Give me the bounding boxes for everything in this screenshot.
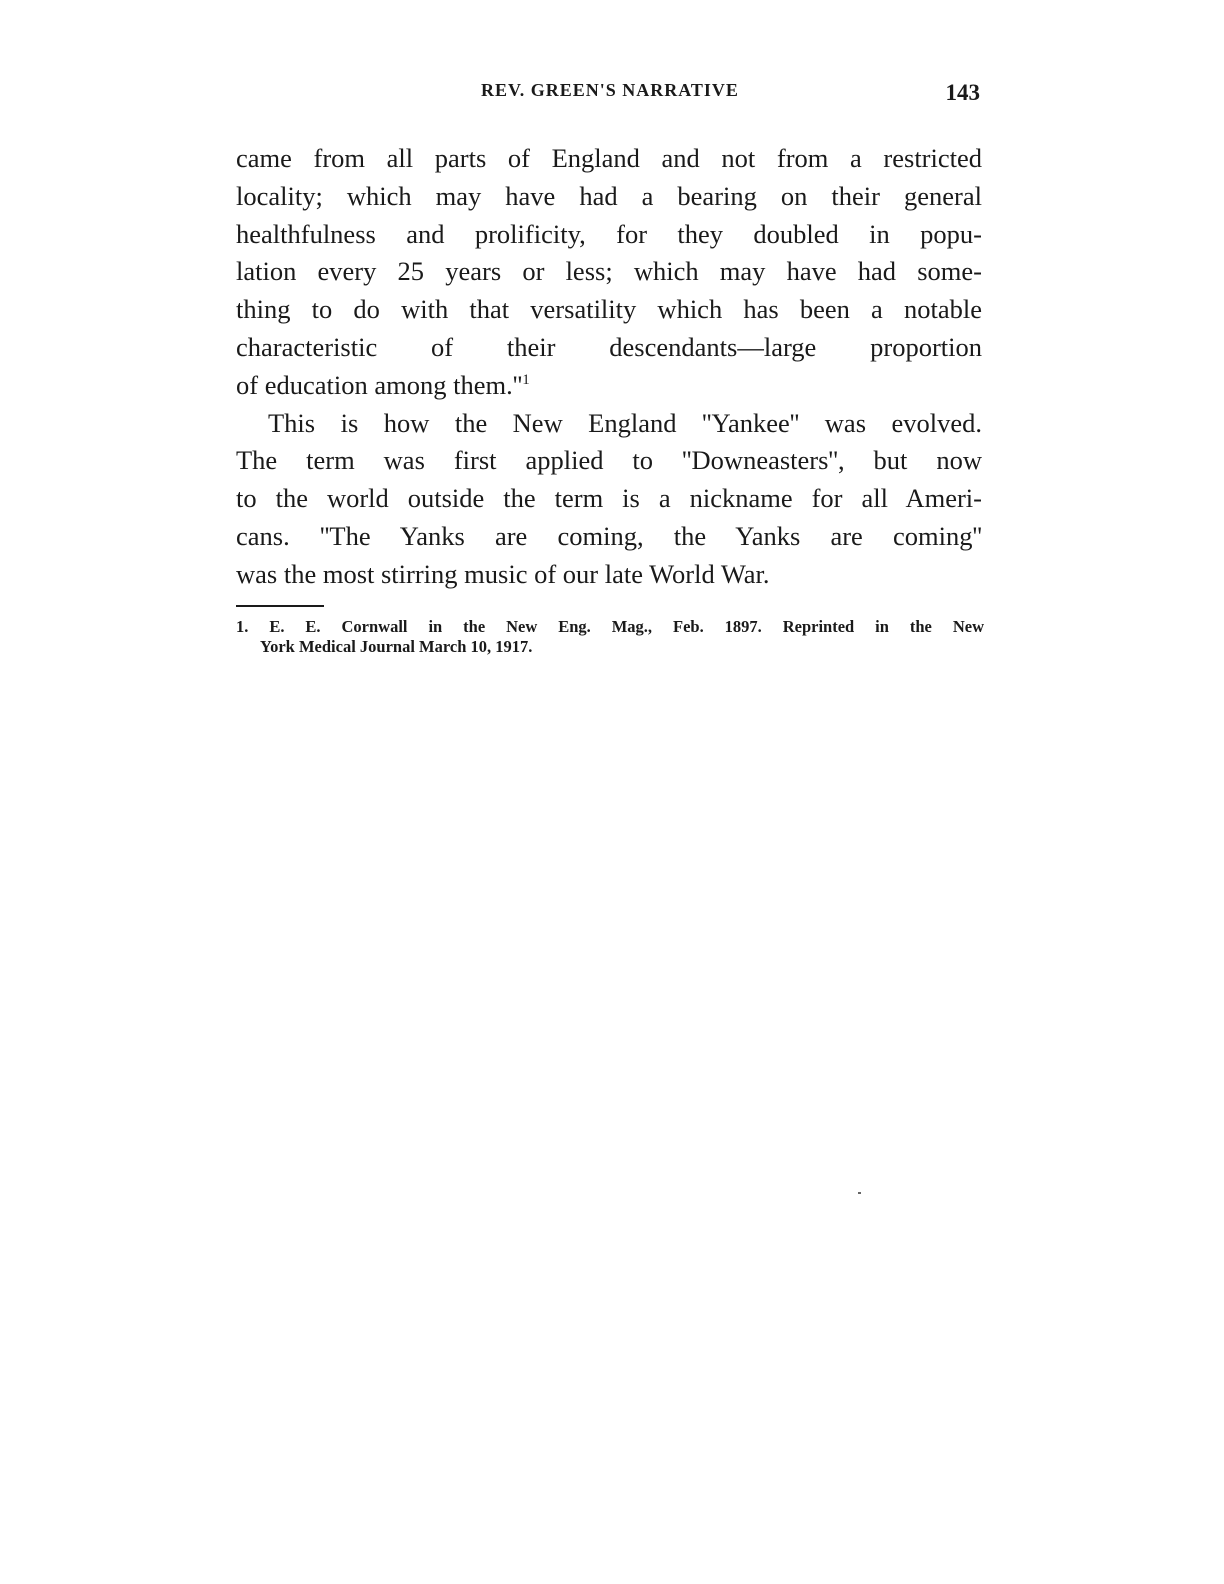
running-title: REV. GREEN'S NARRATIVE [481,80,739,100]
footnote-1 [236,617,984,657]
text-line: healthfulness and prolificity, for they doubled in popu- [236,218,982,249]
footnote-reference: 1 [522,371,530,388]
text-line: The term was first applied to ''Downeasters'', but now [236,445,982,476]
text-line: to the world outside the term is a nickname for all Ameri- [236,483,982,514]
paragraph-2 [236,405,982,594]
text-line-with-footnote [236,367,982,405]
paragraph-1 [236,140,982,405]
scan-speck [858,1192,861,1194]
page-number: 143 [945,80,980,105]
text-line: characteristic of their descendants—large proportion [236,331,982,362]
text-line: locality; which may have had a bearing on their general [236,180,982,211]
body-text [236,140,982,594]
text-line: came from all parts of England and not from a restricted [236,143,982,173]
running-head [236,78,984,108]
text-line: This is how the New England ''Yankee'' was evolved. [268,407,982,438]
text-line: cans. ''The Yanks are coming, the Yanks are coming'' [236,520,982,551]
footnote-rule [236,605,324,607]
text-line: thing to do with that versatility which has been a notable [236,294,982,325]
text-line: lation every 25 years or less; which may have had some- [236,256,982,287]
text-line: was the most stirring music of our late World War. [236,558,770,589]
footnote-line: York Medical Journal March 10, 1917. [260,637,533,656]
text-line-content: of education among them.'' [236,369,523,400]
footnote-line: 1. E. E. Cornwall in the New Eng. Mag., Feb. 1897. Reprinted in the New [236,617,984,636]
